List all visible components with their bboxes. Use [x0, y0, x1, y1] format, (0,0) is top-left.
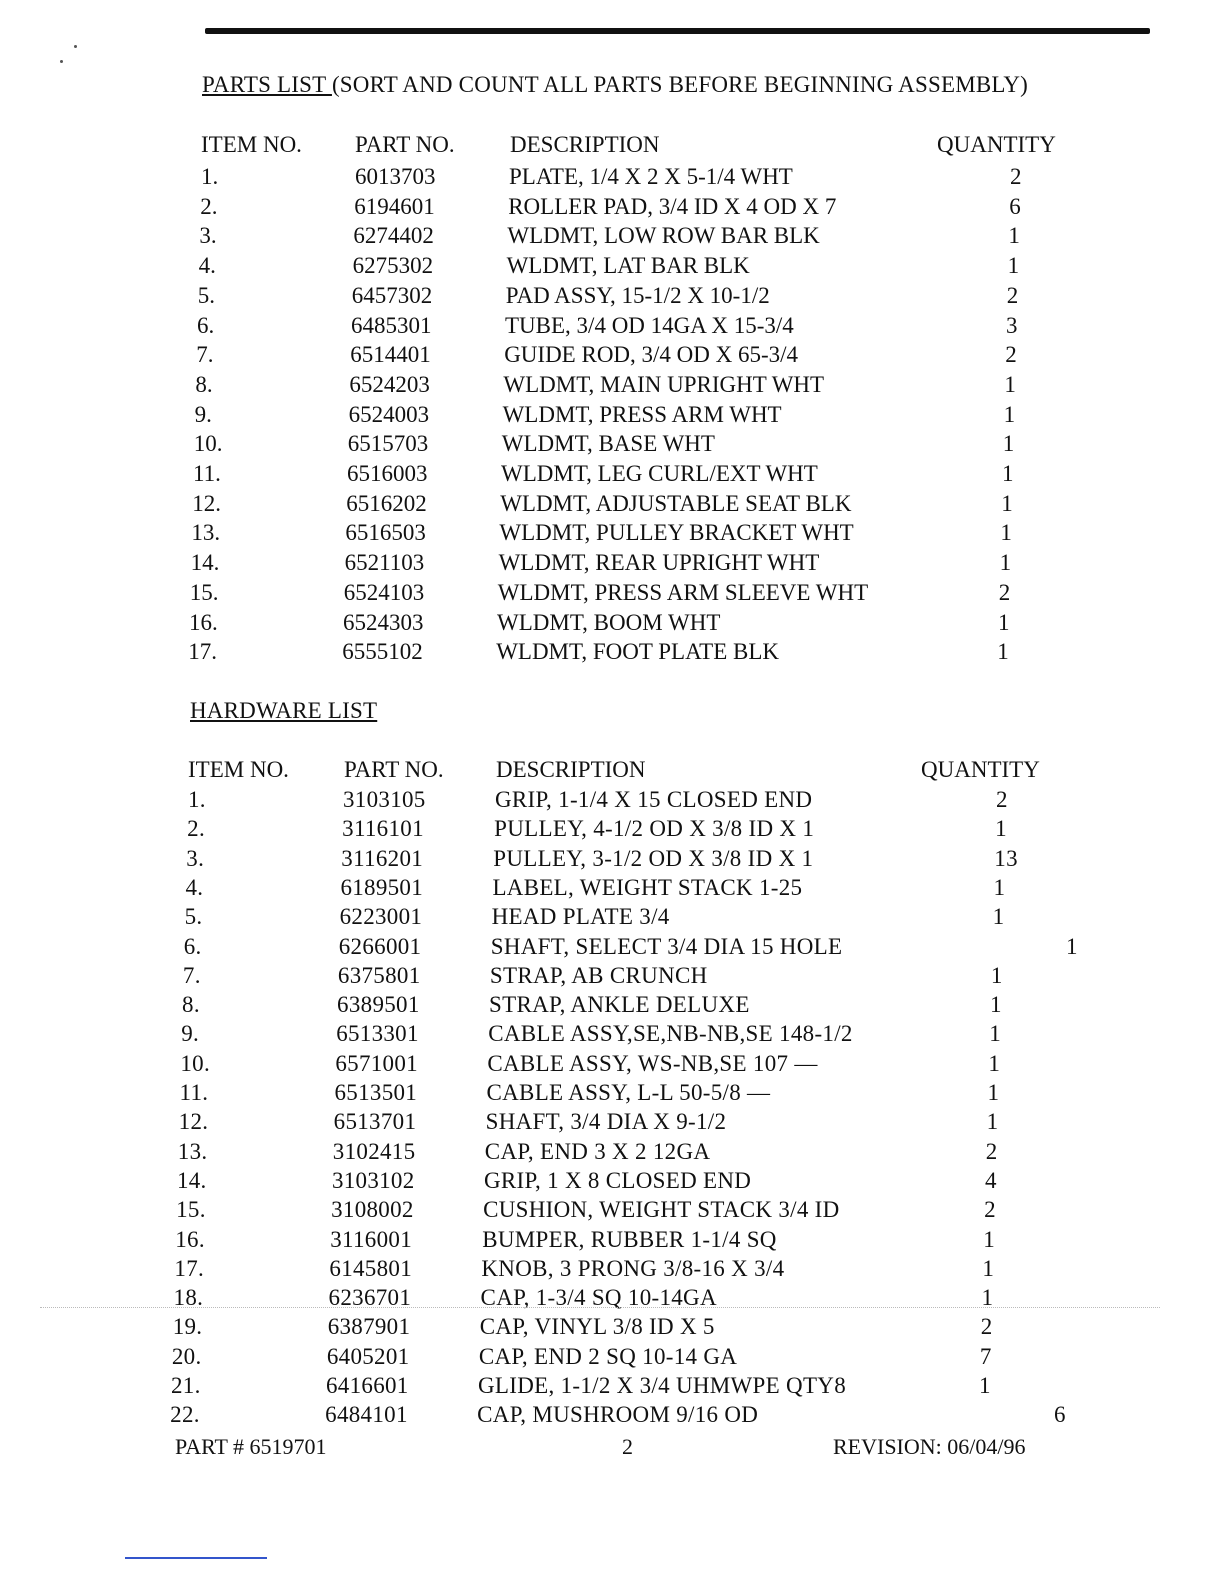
description: LABEL, WEIGHT STACK 1-25 [492, 874, 803, 900]
part-number: 6555102 [342, 639, 423, 665]
description: GRIP, 1-1/4 X 15 CLOSED END [495, 787, 813, 812]
description: STRAP, AB CRUNCH [489, 962, 708, 988]
quantity: 1 [1000, 520, 1012, 546]
item-no-header: ITEM NO. [201, 132, 302, 157]
item-no-header: ITEM NO. [188, 757, 289, 782]
part-number: 3108002 [331, 1197, 414, 1223]
quantity: 1 [992, 904, 1005, 930]
description: TUBE, 3/4 OD 14GA X 15-3/4 [505, 312, 794, 338]
item-number: 6. [183, 933, 202, 959]
item-number: 14. [176, 1167, 207, 1193]
quantity: 2 [998, 579, 1011, 605]
top-rule [205, 28, 1150, 34]
description: PLATE, 1/4 X 2 X 5-1/4 WHT [509, 164, 793, 189]
item-number: 16. [175, 1226, 205, 1252]
part-number: 6484101 [325, 1402, 408, 1428]
item-number: 3. [186, 845, 205, 871]
quantity: 1 [998, 609, 1010, 635]
description: WLDMT, PULLEY BRACKET WHT [499, 520, 854, 546]
description: WLDMT, FOOT PLATE BLK [496, 639, 779, 665]
hardware-list-title [190, 698, 377, 724]
footer-part-number: PART # 6519701 [175, 1434, 327, 1459]
part-number: 6457302 [351, 282, 433, 308]
item-number: 8. [195, 371, 213, 397]
description: WLDMT, BASE WHT [501, 431, 715, 457]
item-number: 17. [174, 1255, 205, 1281]
item-number: 21. [171, 1373, 201, 1398]
part-number: 6516003 [347, 461, 428, 486]
footer-page-number: 2 [622, 1434, 633, 1459]
description: WLDMT, BOOM WHT [497, 609, 721, 635]
description: PULLEY, 3-1/2 OD X 3/8 ID X 1 [493, 845, 814, 871]
part-number: 6514401 [350, 342, 431, 368]
quantity: 2 [985, 1138, 998, 1164]
part-number: 3103105 [343, 787, 426, 812]
item-number: 17. [188, 639, 217, 665]
quantity: 1 [1007, 253, 1020, 279]
quantity: 2 [984, 1197, 996, 1223]
part-number: 6513701 [333, 1109, 417, 1135]
quantity: 1 [988, 1050, 1001, 1076]
parts-list-heading: PARTS LIST [202, 72, 332, 97]
quantity: 2 [996, 787, 1008, 812]
part-number: 3116201 [341, 845, 424, 871]
quantity: 6 [1009, 193, 1021, 219]
description: GLIDE, 1-1/2 X 3/4 UHMWPE QTY8 [478, 1373, 847, 1398]
part-number: 6516503 [345, 520, 426, 546]
part-number: 6515703 [347, 431, 429, 457]
description: WLDMT, LEG CURL/EXT WHT [501, 461, 818, 486]
quantity: 2 [1005, 342, 1017, 368]
quantity: 7 [979, 1343, 992, 1369]
description: GRIP, 1 X 8 CLOSED END [483, 1167, 752, 1193]
item-number: 7. [196, 342, 214, 368]
quantity: 1 [997, 639, 1009, 665]
description: SHAFT, SELECT 3/4 DIA 15 HOLE [490, 933, 843, 959]
part-number: 6145801 [329, 1255, 412, 1281]
item-number: 3. [199, 223, 217, 249]
part-number: 3102415 [332, 1138, 416, 1164]
description: CUSHION, WEIGHT STACK 3/4 ID [483, 1197, 840, 1223]
part-number: 6013703 [355, 164, 436, 189]
quantity: 1 [1003, 401, 1016, 427]
description: CABLE ASSY, WS-NB,SE 107 — [487, 1050, 818, 1076]
item-number: 22. [170, 1402, 200, 1428]
quantity: 1 [983, 1226, 996, 1252]
item-number: 2. [187, 816, 205, 842]
item-number: 9. [194, 401, 212, 427]
item-number: 1. [201, 164, 219, 189]
description-header: DESCRIPTION [510, 132, 660, 157]
description: CAP, MUSHROOM 9/16 OD [477, 1402, 759, 1428]
part-no-header: PART NO. [344, 757, 444, 782]
quantity: 1 [979, 1373, 991, 1398]
quantity: 1 [995, 816, 1007, 842]
part-number: 3116101 [342, 816, 424, 842]
part-number: 6416601 [326, 1373, 409, 1398]
quantity-header: QUANTITY [921, 757, 1040, 782]
item-number: 1. [188, 787, 206, 812]
part-number: 6513501 [334, 1080, 418, 1105]
item-number: 9. [181, 1021, 200, 1047]
quantity: 1 [1008, 223, 1020, 249]
quantity: 6 [1054, 1402, 1066, 1428]
description: WLDMT, ADJUSTABLE SEAT BLK [500, 490, 852, 516]
hardware-list-heading: HARDWARE LIST [190, 698, 378, 723]
part-number: 6524203 [349, 371, 430, 397]
quantity: 1 [981, 1285, 994, 1311]
description: BUMPER, RUBBER 1-1/4 SQ [482, 1226, 777, 1252]
item-number: 10. [193, 431, 223, 457]
part-number: 6485301 [351, 312, 432, 338]
scan-dotted-line [40, 1307, 1160, 1308]
part-no-header: PART NO. [355, 132, 455, 157]
quantity: 1 [982, 1255, 995, 1281]
quantity: 1 [990, 962, 1003, 988]
item-number: 4. [185, 874, 204, 900]
description: WLDMT, LOW ROW BAR BLK [507, 223, 820, 249]
description: CAP, VINYL 3/8 ID X 5 [479, 1314, 715, 1340]
item-number: 11. [193, 461, 221, 486]
quantity: 1 [993, 874, 1006, 900]
parts-list-note: (SORT AND COUNT ALL PARTS BEFORE BEGINNING ASSEMBLY) [331, 72, 1029, 97]
description: WLDMT, MAIN UPRIGHT WHT [503, 371, 825, 397]
part-number: 6513301 [336, 1021, 419, 1047]
description: WLDMT, LAT BAR BLK [506, 253, 750, 279]
part-number: 6274402 [353, 223, 434, 249]
part-number: 6521103 [344, 550, 425, 576]
item-number: 14. [190, 550, 220, 576]
part-number: 6275302 [352, 253, 434, 279]
description: HEAD PLATE 3/4 [491, 904, 670, 930]
description: WLDMT, PRESS ARM WHT [502, 401, 782, 427]
scan-speck [60, 60, 63, 63]
description-header: DESCRIPTION [496, 757, 646, 782]
part-number: 6223001 [339, 904, 423, 930]
item-number: 19. [172, 1314, 203, 1340]
quantity: 1 [999, 550, 1012, 576]
part-number: 6524103 [343, 579, 425, 605]
item-number: 5. [184, 904, 203, 930]
item-number: 15. [189, 579, 219, 605]
part-number: 6194601 [354, 193, 435, 219]
item-number: 10. [180, 1050, 210, 1076]
item-number: 8. [182, 992, 200, 1018]
description: CABLE ASSY, L-L 50-5/8 — [486, 1080, 771, 1105]
quantity: 3 [1006, 312, 1018, 338]
part-number: 6405201 [326, 1343, 410, 1369]
quantity: 1 [1066, 933, 1078, 959]
quantity: 2 [1006, 282, 1019, 308]
item-number: 20. [171, 1343, 202, 1369]
item-number: 12. [192, 490, 221, 516]
footer-revision: REVISION: 06/04/96 [833, 1434, 1026, 1459]
part-number: 6236701 [328, 1285, 412, 1311]
part-number: 6524303 [343, 609, 424, 635]
part-number: 6571001 [335, 1050, 418, 1076]
quantity: 1 [1002, 431, 1015, 457]
scan-speck [74, 45, 77, 48]
item-number: 6. [197, 312, 215, 338]
part-number: 6375801 [337, 962, 421, 988]
item-number: 16. [189, 609, 218, 635]
item-number: 11. [179, 1080, 209, 1105]
description: PAD ASSY, 15-1/2 X 10-1/2 [505, 282, 770, 308]
part-number: 6389501 [337, 992, 420, 1018]
description: CAP, END 3 X 2 12GA [484, 1138, 711, 1164]
quantity: 2 [1010, 164, 1022, 189]
quantity: 1 [1002, 461, 1014, 486]
description: GUIDE ROD, 3/4 OD X 65-3/4 [504, 342, 799, 368]
item-number: 15. [176, 1197, 206, 1223]
item-number: 7. [182, 962, 201, 988]
part-number: 3103102 [331, 1167, 415, 1193]
item-number: 12. [178, 1109, 209, 1135]
quantity: 1 [1001, 490, 1013, 516]
description: PULLEY, 4-1/2 OD X 3/8 ID X 1 [494, 816, 815, 842]
part-number: 6387901 [327, 1314, 411, 1340]
quantity: 2 [980, 1314, 993, 1340]
quantity: 1 [989, 1021, 1001, 1047]
part-number: 6516202 [346, 490, 427, 516]
part-number: 6189501 [340, 874, 424, 900]
item-number: 18. [173, 1285, 204, 1311]
quantity: 13 [994, 845, 1018, 871]
quantity: 1 [987, 1080, 1000, 1105]
part-number: 6266001 [338, 933, 422, 959]
quantity: 1 [1004, 371, 1016, 397]
description: CABLE ASSY,SE,NB-NB,SE 148-1/2 [488, 1021, 853, 1047]
description: CAP, END 2 SQ 10-14 GA [478, 1343, 738, 1369]
item-number: 13. [177, 1138, 208, 1164]
description: WLDMT, REAR UPRIGHT WHT [498, 550, 820, 576]
item-number: 4. [198, 253, 216, 279]
description: WLDMT, PRESS ARM SLEEVE WHT [497, 579, 869, 605]
quantity-header: QUANTITY [937, 132, 1056, 157]
quantity: 1 [986, 1109, 999, 1135]
bottom-underline [125, 1557, 267, 1559]
item-number: 5. [197, 282, 216, 308]
description: SHAFT, 3/4 DIA X 9-1/2 [485, 1109, 727, 1135]
parts-list-title [202, 72, 1028, 98]
item-number: 13. [191, 520, 221, 546]
description: KNOB, 3 PRONG 3/8-16 X 3/4 [481, 1255, 785, 1281]
quantity: 1 [990, 992, 1002, 1018]
item-number: 2. [200, 193, 218, 219]
part-number: 3116001 [330, 1226, 412, 1252]
part-number: 6524003 [348, 401, 430, 427]
description: CAP, 1-3/4 SQ 10-14GA [480, 1285, 717, 1311]
description: STRAP, ANKLE DELUXE [489, 992, 750, 1018]
quantity: 4 [984, 1167, 997, 1193]
description: ROLLER PAD, 3/4 ID X 4 OD X 7 [508, 193, 837, 219]
